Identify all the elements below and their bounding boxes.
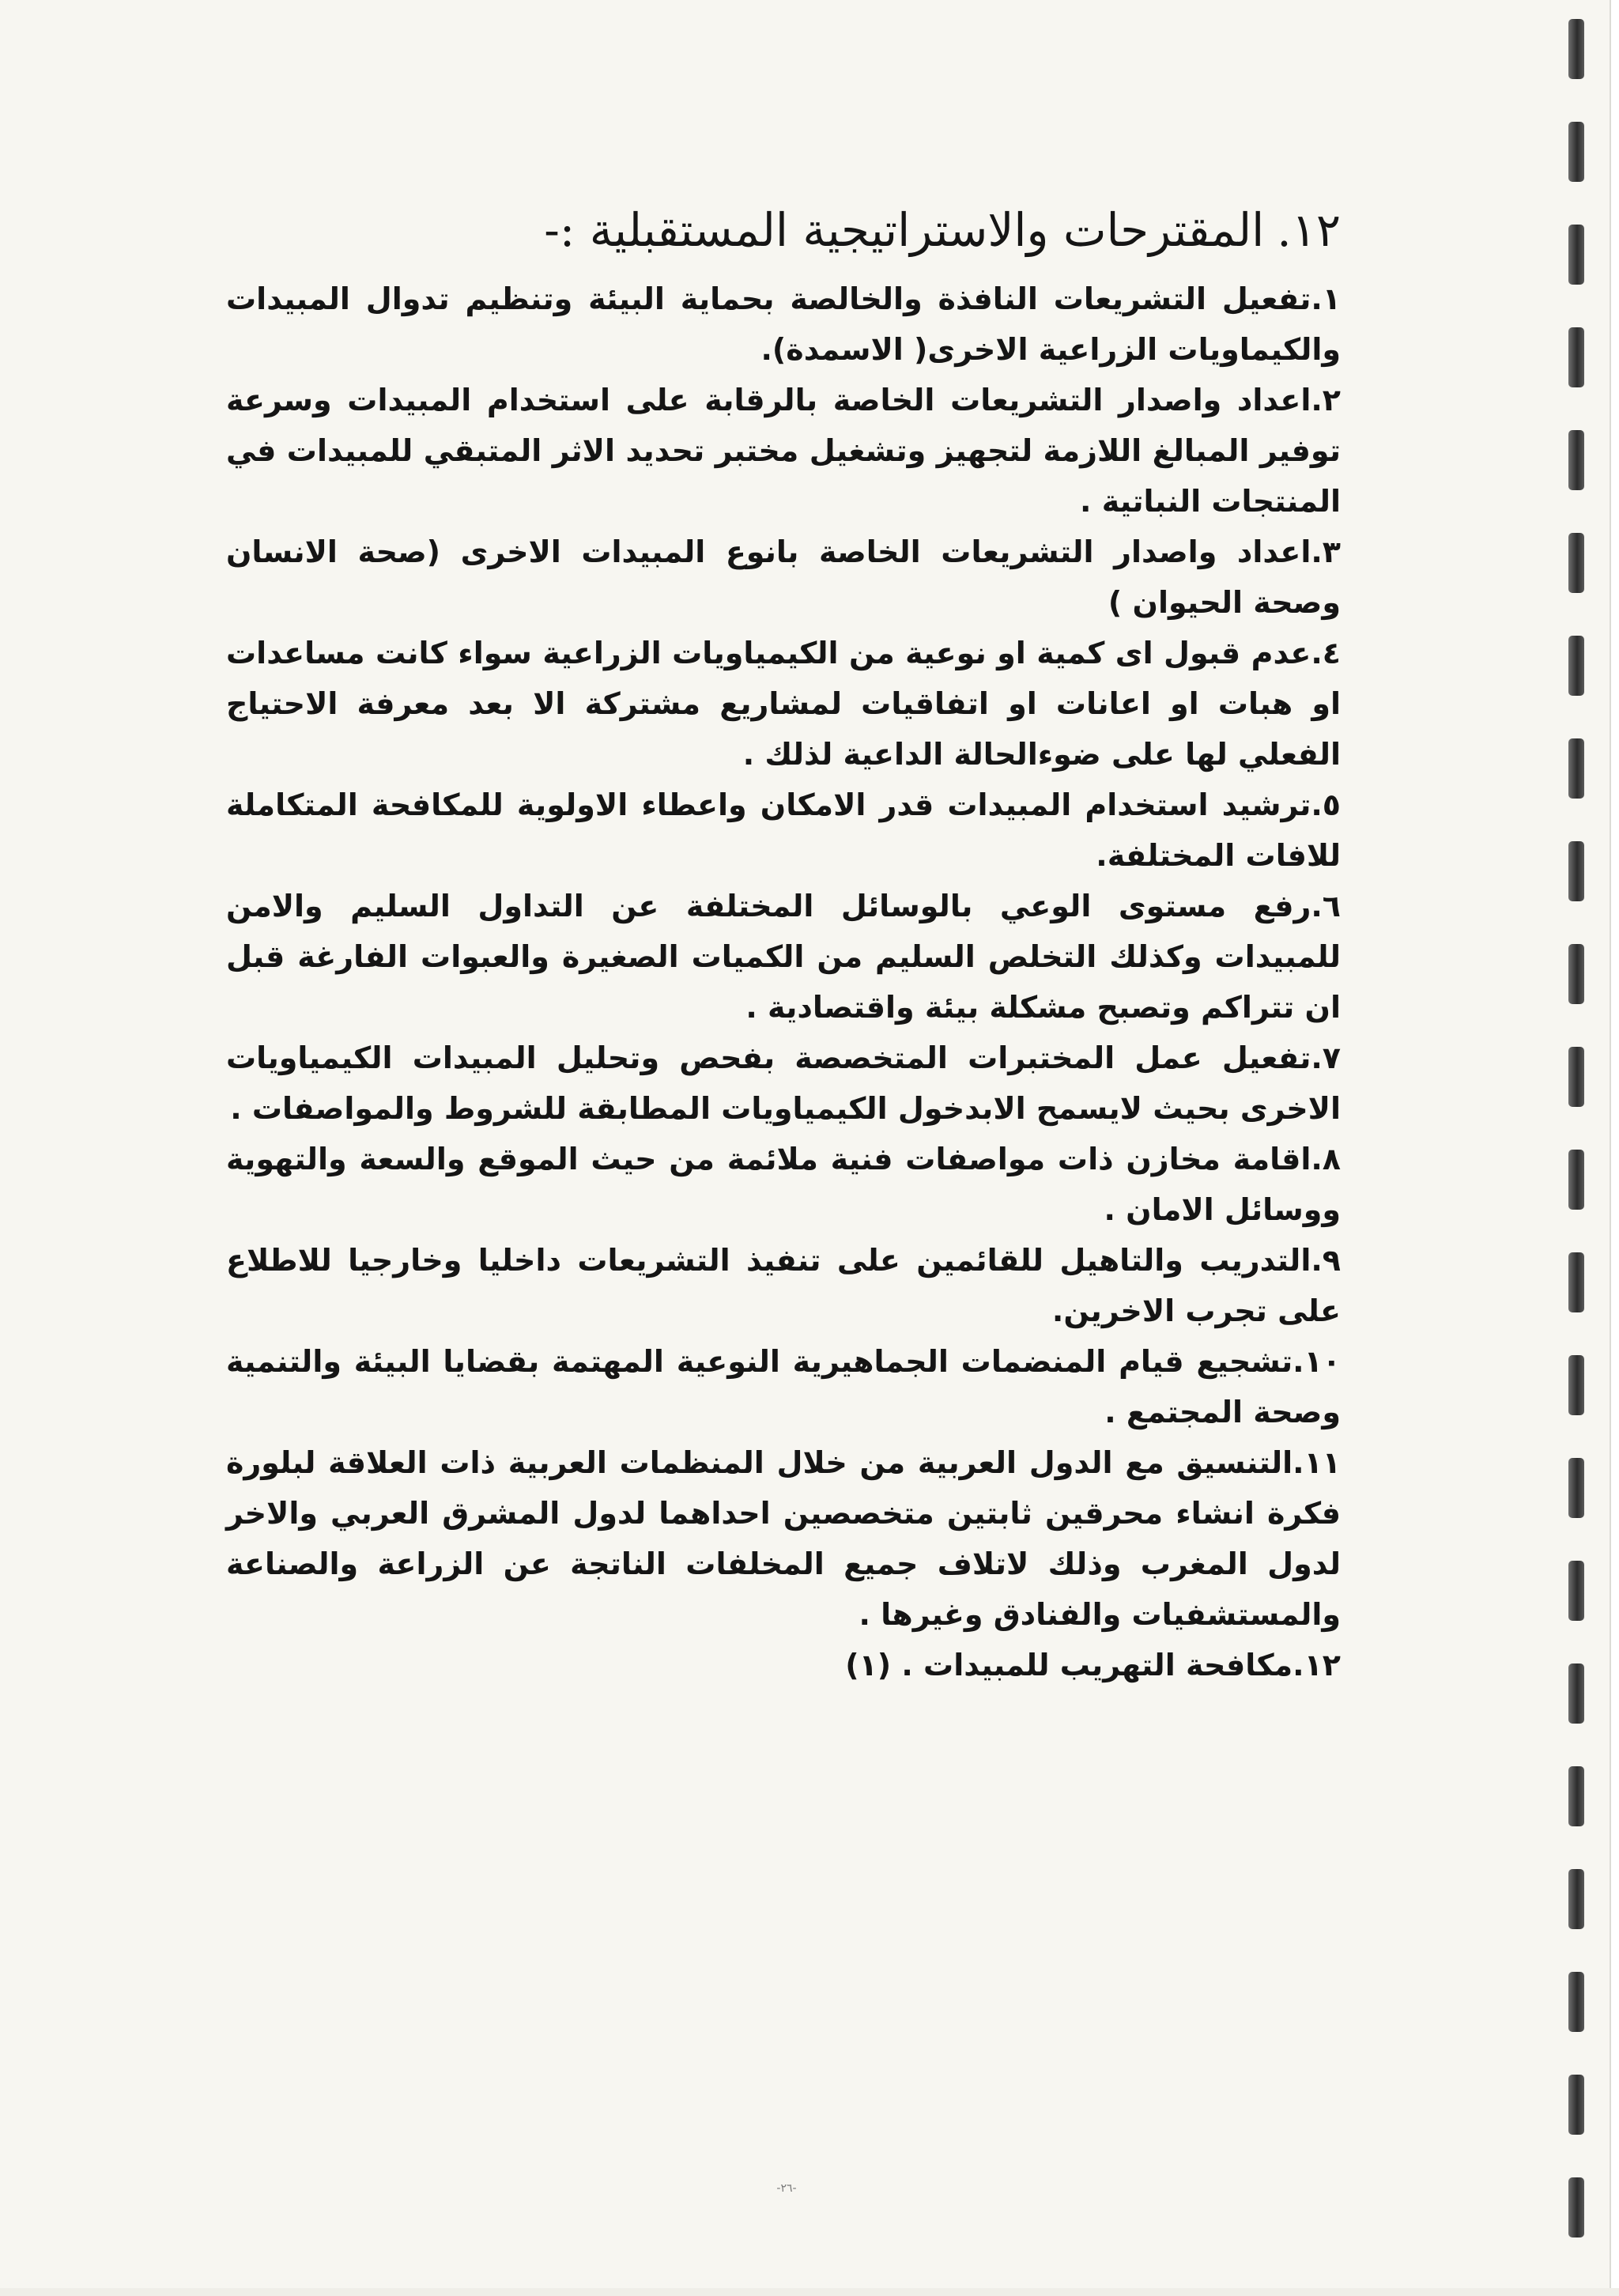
list-item — [226, 375, 1341, 527]
list-item — [226, 881, 1341, 1033]
list-item — [226, 527, 1341, 628]
item-number: ١٢. — [1293, 1647, 1341, 1682]
item-text: ترشيد استخدام المبيدات قدر الامكان واعطاء الاولوية للمكافحة المتكاملة للافات المختلفة. — [226, 787, 1341, 873]
recommendations-list — [226, 274, 1341, 1690]
binding-hole — [1568, 1766, 1584, 1826]
page-bottom-edge — [0, 2288, 1619, 2296]
binding-hole — [1568, 1150, 1584, 1210]
list-item — [226, 1033, 1341, 1134]
item-number: ٥. — [1311, 787, 1341, 822]
item-number: ٦. — [1311, 888, 1341, 923]
item-text: اعداد واصدار التشريعات الخاصة بالرقابة على استخدام المبيدات وسرعة توفير المبالغ اللازمة لتجهيز وتشغيل مختبر تحديد الاثر المتبقي للمبيدات في المنتجات النباتية . — [226, 382, 1341, 519]
item-text: اقامة مخازن ذات مواصفات فنية ملائمة من حيث الموقع والسعة والتهوية ووسائل الامان . — [226, 1141, 1341, 1227]
item-number: ٤. — [1311, 635, 1341, 670]
item-text: التدريب والتاهيل للقائمين على تنفيذ التشريعات داخليا وخارجيا للاطلاع على تجرب الاخرين. — [226, 1242, 1341, 1328]
section-number: ١٢. — [1277, 203, 1341, 257]
item-number: ٧. — [1311, 1040, 1341, 1075]
binding-hole — [1568, 2177, 1584, 2237]
list-item — [226, 1437, 1341, 1640]
binding-hole — [1568, 19, 1584, 79]
item-text: تفعيل التشريعات النافذة والخالصة بحماية البيئة وتنظيم تدوال المبيدات والكيماويات الزراعية الاخرى( الاسمدة). — [226, 281, 1341, 367]
item-number: ١١. — [1293, 1444, 1341, 1480]
section-heading — [226, 203, 1341, 257]
binding-hole — [1568, 327, 1584, 387]
binding-hole — [1568, 1355, 1584, 1415]
item-text: عدم قبول اى كمية او نوعية من الكيمياويات الزراعية سواء كانت مساعدات او هبات او اعانات او اتفاقيات لمشاريع مشتركة الا بعد معرفة الاحتياج الفعلي لها على ضوءالحالة الداعية لذلك . — [226, 635, 1341, 772]
section-title: المقترحات والاستراتيجية المستقبلية :- — [544, 203, 1265, 257]
item-number: ٩. — [1311, 1242, 1341, 1278]
item-number: ٣. — [1311, 534, 1341, 569]
item-text: تفعيل عمل المختبرات المتخصصة بفحص وتحليل المبيدات الكيمياويات الاخرى بحيث لايسمح الابدخول الكيمياويات المطابقة للشروط والمواصفات . — [226, 1040, 1341, 1126]
binding-hole — [1568, 841, 1584, 901]
binding-hole — [1568, 225, 1584, 285]
item-text: تشجيع قيام المنضمات الجماهيرية النوعية المهتمة بقضايا البيئة والتنمية وصحة المجتمع . — [226, 1343, 1341, 1429]
binding-hole — [1568, 1869, 1584, 1929]
binding-hole — [1568, 430, 1584, 490]
list-item — [226, 1336, 1341, 1437]
document-content — [226, 203, 1341, 1690]
binding-hole — [1568, 122, 1584, 182]
binding-hole — [1568, 533, 1584, 593]
list-item — [226, 274, 1341, 375]
item-number: ١. — [1311, 281, 1341, 316]
binding-hole — [1568, 1972, 1584, 2032]
page-number: -٢٦- — [776, 2182, 797, 2195]
binding-hole — [1568, 944, 1584, 1004]
item-text: اعداد واصدار التشريعات الخاصة بانوع المبيدات الاخرى (صحة الانسان وصحة الحيوان ) — [226, 534, 1341, 620]
binding-hole — [1568, 1047, 1584, 1107]
list-item — [226, 1134, 1341, 1235]
item-text: رفع مستوى الوعي بالوسائل المختلفة عن التداول السليم والامن للمبيدات وكذلك التخلص السليم من الكميات الصغيرة والعبوات الفارغة قبل ان تتراكم وتصبح مشكلة بيئة واقتصادية . — [226, 888, 1341, 1025]
binding-hole — [1568, 738, 1584, 799]
spiral-binding — [1568, 0, 1586, 2296]
item-number: ٢. — [1311, 382, 1341, 417]
binding-hole — [1568, 1561, 1584, 1621]
list-item — [226, 628, 1341, 780]
list-item — [226, 780, 1341, 881]
binding-hole — [1568, 1458, 1584, 1518]
binding-hole — [1568, 636, 1584, 696]
binding-hole — [1568, 1252, 1584, 1312]
list-item — [226, 1640, 1341, 1690]
item-number: ٨. — [1311, 1141, 1341, 1176]
item-text: التنسيق مع الدول العربية من خلال المنظمات العربية ذات العلاقة لبلورة فكرة انشاء محرقين ثابتين متخصصين احداهما لدول المشرق العربي والاخر لدول المغرب وذلك لاتلاف جميع المخلفات الناتجة عن الزراعة والصناعة والمستشفيات والفنادق وغيرها . — [226, 1444, 1341, 1632]
binding-hole — [1568, 2075, 1584, 2135]
item-text: مكافحة التهريب للمبيدات . (١) — [845, 1647, 1293, 1682]
list-item — [226, 1235, 1341, 1336]
item-number: ١٠. — [1293, 1343, 1341, 1379]
binding-hole — [1568, 1663, 1584, 1724]
